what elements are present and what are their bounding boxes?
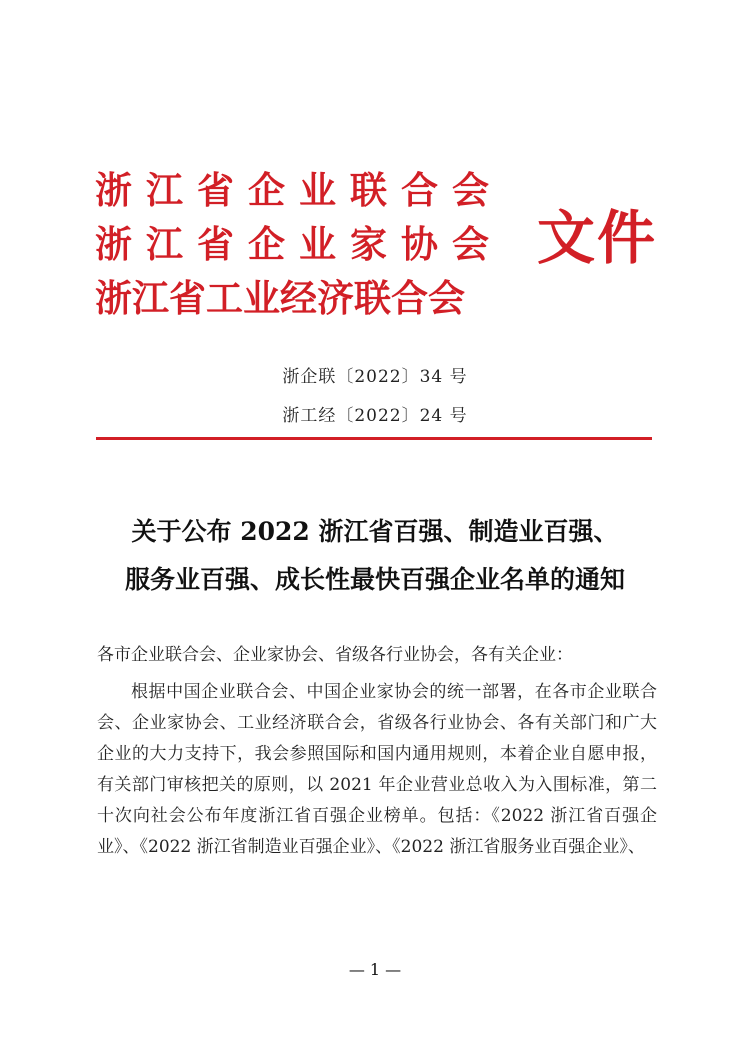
- salutation: 各市企业联合会、企业家协会、省级各行业协会，各有关企业：: [97, 645, 573, 665]
- document-number-2: 浙工经〔2022〕24 号: [282, 406, 468, 426]
- red-divider: [96, 437, 652, 440]
- document-label: 文件: [537, 204, 658, 272]
- org-name-3: 浙江省工业经济联合会: [95, 277, 465, 320]
- notice-title-line-1: 关于公布 2022 浙江省百强、制造业百强、: [131, 517, 619, 546]
- body-paragraph: 根据中国企业联合会、中国企业家协会的统一部署，在各市企业联合会、企业家协会、工业经济联合会，省级各行业协会、各有关部门和广大企业的大力支持下，我会参照国际和国内通用规则，本着企业自愿申报，有关部门审核把关的原则，以 2021 年企业营业总收入为入围标准，第二十次向社会公布年度浙江省百强企业榜单。包括：《2022 浙江省百强企业》、《2022 浙江省制造业百强企业》、《2022 浙江省服务业百强企业》、: [97, 682, 657, 857]
- org-name-1: 浙江省企业联合会: [95, 169, 503, 212]
- org-name-2: 浙江省企业家协会: [95, 223, 503, 266]
- issuing-organizations: [95, 164, 515, 326]
- document-number-1: 浙企联〔2022〕34 号: [282, 367, 468, 387]
- page-number: — 1 —: [348, 960, 402, 979]
- notice-title-line-2: 服务业百强、成长性最快百强企业名单的通知: [124, 565, 625, 594]
